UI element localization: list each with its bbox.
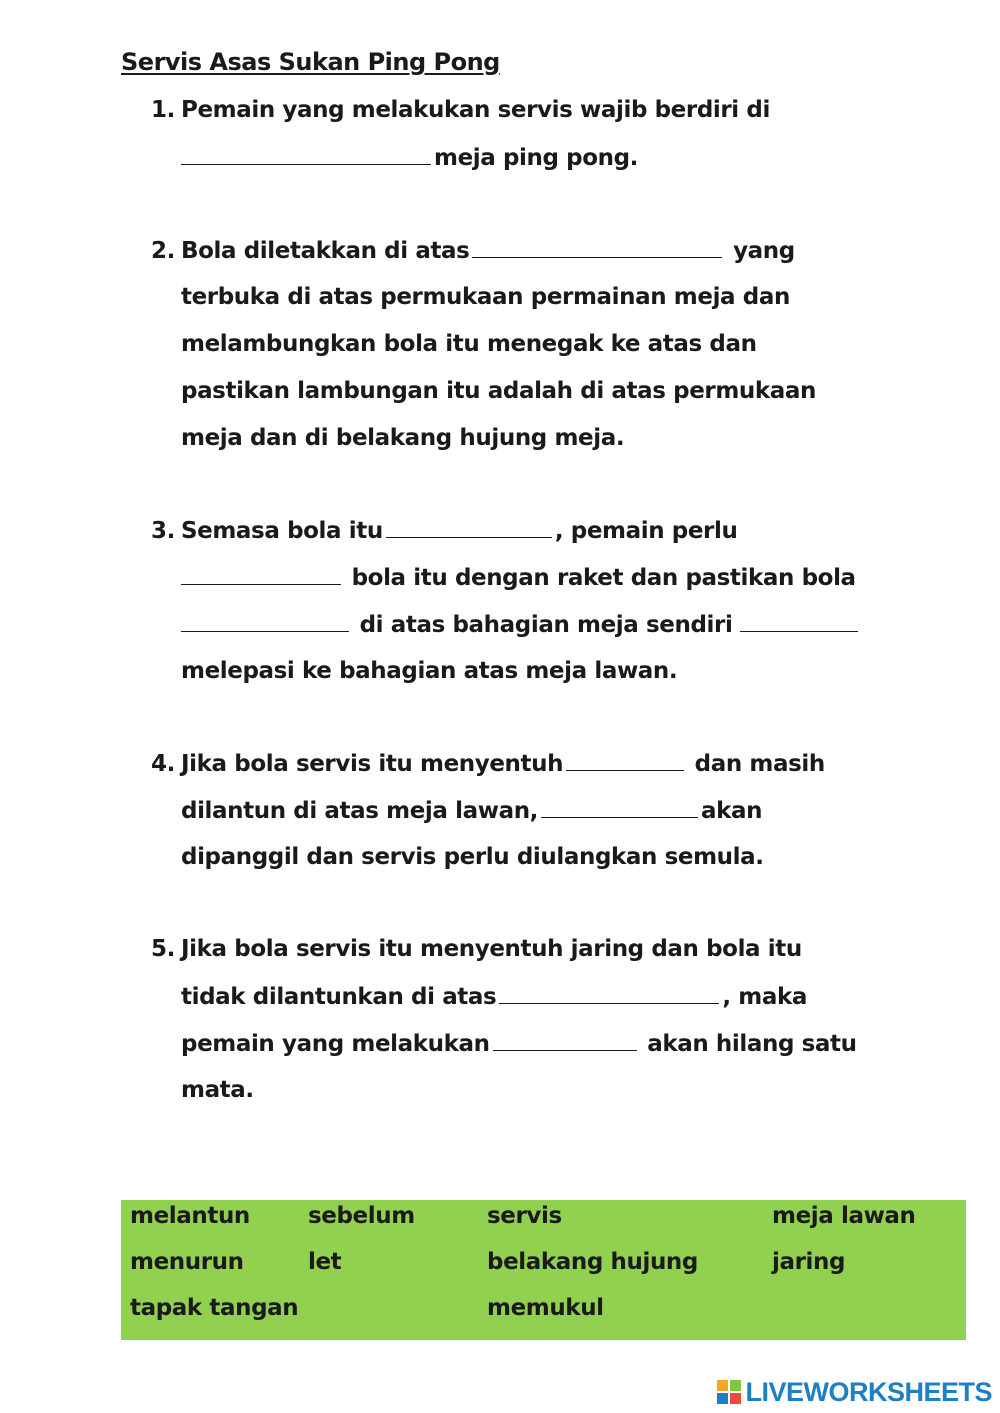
question-2: [151, 235, 816, 470]
word-bank-item: let: [308, 1249, 342, 1275]
question-text: meja ping pong.: [434, 145, 639, 171]
answer-blank[interactable]: [740, 609, 858, 632]
question-4: [151, 748, 825, 889]
answer-blank[interactable]: [493, 1028, 637, 1051]
question-text: Jika bola servis itu menyentuh jaring dan bola itu: [181, 936, 802, 962]
question-number: 5.: [151, 936, 175, 962]
question-text: , maka: [722, 984, 807, 1010]
answer-blank[interactable]: [181, 609, 349, 632]
answer-blank[interactable]: [472, 235, 722, 258]
question-text: pemain yang melakukan: [181, 1031, 490, 1057]
question-text: pastikan lambungan itu adalah di atas permukaan: [181, 378, 816, 404]
question-1: [151, 95, 770, 189]
word-bank-item: melantun: [130, 1203, 250, 1229]
question-text: Semasa bola itu: [181, 518, 383, 544]
answer-blank[interactable]: [181, 562, 341, 585]
logo-text: LIVEWORKSHEETS: [745, 1376, 992, 1407]
question-number: 2.: [151, 238, 175, 264]
logo-mark-icon: [717, 1380, 741, 1404]
page-title: Servis Asas Sukan Ping Pong: [121, 48, 500, 76]
question-text: akan: [701, 798, 763, 824]
liveworksheets-logo: [717, 1377, 992, 1407]
question-5: [151, 934, 857, 1122]
question-number: 1.: [151, 97, 175, 123]
question-text: tidak dilantunkan di atas: [181, 984, 497, 1010]
question-number: 4.: [151, 751, 175, 777]
question-text: mata.: [181, 1077, 254, 1103]
word-bank-item: meja lawan: [772, 1203, 916, 1229]
word-bank: [121, 1200, 966, 1340]
answer-blank[interactable]: [541, 795, 698, 818]
word-bank-item: memukul: [487, 1295, 604, 1321]
question-text: akan hilang satu: [639, 1031, 857, 1057]
word-bank-item: servis: [487, 1203, 562, 1229]
question-text: Jika bola servis itu menyentuh: [181, 751, 564, 777]
word-bank-item: tapak tangan: [130, 1295, 299, 1321]
question-text: Pemain yang melakukan servis wajib berdiri di: [181, 97, 770, 123]
question-text: bola itu dengan raket dan pastikan bola: [344, 565, 856, 591]
answer-blank[interactable]: [566, 748, 684, 771]
question-text: terbuka di atas permukaan permainan meja dan: [181, 284, 790, 310]
question-text: yang: [725, 238, 795, 264]
word-bank-item: sebelum: [308, 1203, 415, 1229]
question-3: [151, 515, 861, 703]
question-text: , pemain perlu: [554, 518, 738, 544]
answer-blank[interactable]: [386, 515, 552, 538]
question-text: meja dan di belakang hujung meja.: [181, 425, 625, 451]
answer-blank[interactable]: [499, 981, 719, 1004]
word-bank-item: belakang hujung: [487, 1249, 698, 1275]
question-text: Bola diletakkan di atas: [181, 238, 470, 264]
answer-blank[interactable]: [181, 142, 431, 165]
question-number: 3.: [151, 518, 175, 544]
question-text: dan masih: [687, 751, 825, 777]
question-text: melepasi ke bahagian atas meja lawan.: [181, 658, 678, 684]
word-bank-item: jaring: [772, 1249, 846, 1275]
question-text: melambungkan bola itu menegak ke atas dan: [181, 331, 757, 357]
word-bank-item: menurun: [130, 1249, 244, 1275]
question-text: di atas bahagian meja sendiri: [352, 612, 733, 638]
question-text: dilantun di atas meja lawan,: [181, 798, 539, 824]
question-text: dipanggil dan servis perlu diulangkan semula.: [181, 844, 764, 870]
